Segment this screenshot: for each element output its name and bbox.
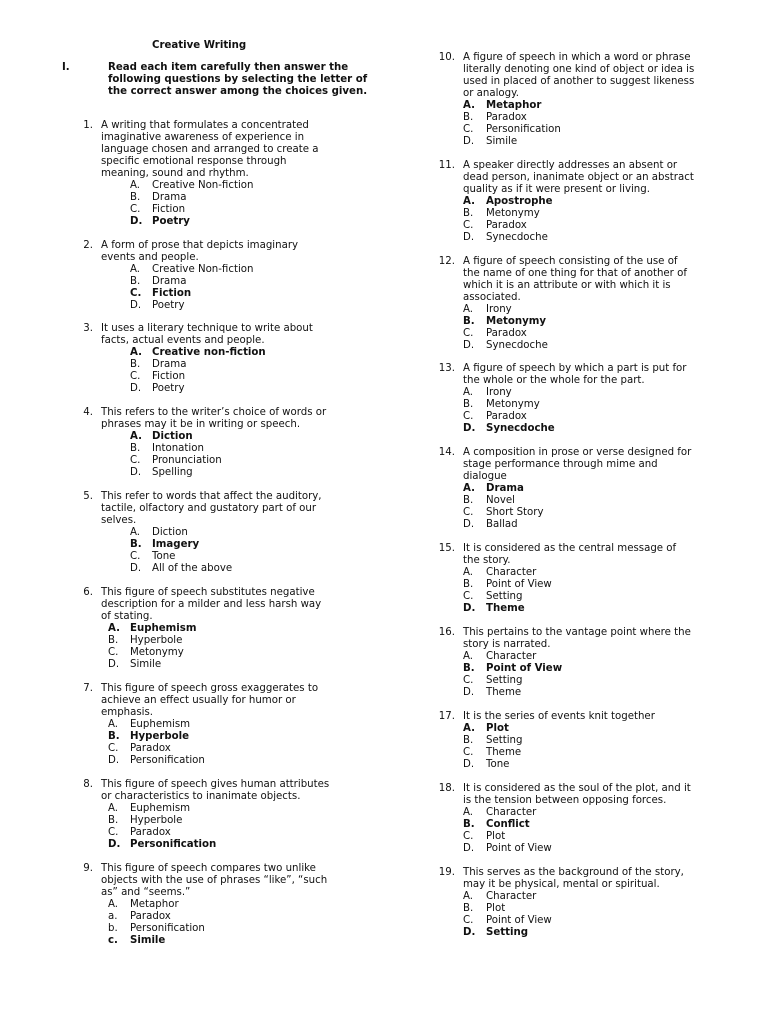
question-stem-line: the name of one thing for that of another of — [463, 268, 687, 279]
section-instructions: Read each item carefully then answer the following questions by selecting the letter of the correct answer among the choices given. — [108, 62, 368, 97]
choice-letter: B. — [130, 359, 141, 370]
choice-letter: C. — [130, 371, 141, 382]
question-number: 11. — [438, 160, 455, 171]
question-stem-line: This pertains to the vantage point where the — [463, 627, 691, 638]
choice-option — [0, 843, 768, 855]
choice-text: Creative Non-fiction — [152, 180, 254, 191]
choice-option — [0, 411, 768, 423]
choice-letter: B. — [463, 399, 474, 410]
question-stem-line: dialogue — [463, 471, 507, 482]
question-number: 10. — [438, 52, 455, 63]
question-stem-line: the story. — [463, 555, 511, 566]
choice-letter: A. — [463, 196, 475, 207]
choice-text: Apostrophe — [486, 196, 553, 207]
question-stem — [463, 867, 725, 891]
question-stem-line: It is the series of events knit together — [463, 711, 655, 722]
choice-letter: C. — [130, 204, 141, 215]
question-stem-line: phrases may it be in writing or speech. — [101, 419, 301, 430]
choice-text: Ballad — [486, 519, 518, 530]
choice-text: Point of View — [486, 579, 552, 590]
choice-letter: D. — [130, 467, 142, 478]
choice-option — [0, 112, 768, 124]
question-number: 1. — [83, 120, 93, 131]
choice-text: Theme — [486, 687, 522, 698]
question-stem-line: This refer to words that affect the auditory, — [101, 491, 322, 502]
choice-text: Tone — [152, 551, 176, 562]
question-stem-line: or characteristics to inanimate objects. — [101, 791, 301, 802]
choice-letter: B. — [463, 579, 474, 590]
question-stem-line: the whole or the whole for the part. — [463, 375, 645, 386]
choice-list — [0, 483, 768, 531]
question-stem-line: objects with the use of phrases “like”, “such — [101, 875, 328, 886]
choice-letter: A. — [463, 100, 475, 111]
choice-text: Character — [486, 651, 537, 662]
choice-letter: D. — [130, 216, 143, 227]
choice-list — [0, 196, 768, 244]
question-stem — [463, 256, 725, 304]
choice-option-correct — [0, 663, 768, 675]
choice-text: Poetry — [152, 300, 185, 311]
choice-text: Synecdoche — [486, 423, 555, 434]
question-item — [0, 160, 768, 244]
choice-list — [0, 100, 768, 148]
choice-text: Plot — [486, 831, 506, 842]
choice-letter: C. — [463, 591, 474, 602]
choice-list — [0, 723, 768, 771]
document-title: Creative Writing — [152, 40, 247, 51]
choice-letter: D. — [463, 519, 475, 530]
choice-letter: A. — [463, 567, 474, 578]
choice-letter: B. — [130, 443, 141, 454]
question-stem — [463, 447, 725, 483]
choice-text: Hyperbole — [130, 635, 183, 646]
question-stem-line: A speaker directly addresses an absent or — [463, 160, 678, 171]
question-stem-line: language chosen and arranged to create a — [101, 144, 319, 155]
choice-text: Character — [486, 891, 537, 902]
choice-letter: C. — [108, 647, 119, 658]
choice-text: Irony — [486, 387, 512, 398]
choice-letter: C. — [130, 455, 141, 466]
choice-text: Paradox — [486, 328, 527, 339]
question-stem-line: stage performance through mime and — [463, 459, 658, 470]
choice-letter: B. — [108, 731, 120, 742]
choice-text: Intonation — [152, 443, 204, 454]
choice-text: Irony — [486, 304, 512, 315]
question-stem — [463, 363, 725, 387]
question-item — [0, 363, 768, 435]
choice-text: Character — [486, 807, 537, 818]
choice-text: Theme — [486, 747, 522, 758]
question-stem-line: selves. — [101, 515, 137, 526]
choice-text: Spelling — [152, 467, 193, 478]
choice-letter: A. — [130, 180, 141, 191]
choice-option — [0, 567, 768, 579]
choice-option — [0, 399, 768, 411]
question-stem-line: A figure of speech by which a part is put for — [463, 363, 687, 374]
choice-option — [0, 759, 768, 771]
choice-text: Drama — [152, 359, 187, 370]
choice-option — [0, 136, 768, 148]
choice-text: Euphemism — [130, 803, 191, 814]
question-number: 13. — [438, 363, 455, 374]
choice-letter: D. — [108, 755, 120, 766]
question-number: 7. — [83, 683, 93, 694]
choice-text: Short Story — [486, 507, 544, 518]
choice-text: Personification — [130, 923, 205, 934]
choice-option — [0, 891, 768, 903]
choice-letter: B. — [130, 192, 141, 203]
choice-letter: A. — [130, 527, 141, 538]
choice-option — [0, 651, 768, 663]
choice-text: Hyperbole — [130, 815, 183, 826]
question-stem-line: A form of prose that depicts imaginary — [101, 240, 299, 251]
question-stem-line: This figure of speech compares two unlike — [101, 863, 316, 874]
choice-text: Metaphor — [130, 899, 179, 910]
choice-letter: B. — [463, 316, 475, 327]
choice-text: Point of View — [486, 843, 552, 854]
choice-option-correct — [0, 723, 768, 735]
choice-letter: B. — [463, 112, 474, 123]
choice-text: Paradox — [130, 743, 171, 754]
question-stem-line: achieve an effect usually for humor or — [101, 695, 296, 706]
question-number: 3. — [83, 323, 93, 334]
question-number: 12. — [438, 256, 455, 267]
choice-option — [0, 687, 768, 699]
question-stem-line: emphasis. — [101, 707, 154, 718]
choice-text: Synecdoche — [486, 232, 548, 243]
choice-option — [0, 807, 768, 819]
choice-option — [0, 675, 768, 687]
question-stem — [463, 783, 725, 807]
choice-text: Drama — [152, 276, 187, 287]
choice-text: Pronunciation — [152, 455, 222, 466]
question-item — [0, 627, 768, 699]
question-stem — [463, 52, 725, 100]
question-stem-line: description for a milder and less harsh way — [101, 599, 322, 610]
section-number: I. — [62, 62, 70, 73]
choice-letter: D. — [463, 340, 475, 351]
question-item — [0, 52, 768, 148]
choice-letter: A. — [130, 347, 142, 358]
choice-option — [0, 124, 768, 136]
choice-option — [0, 507, 768, 519]
question-stem-line: It is considered as the soul of the plot, and it — [463, 783, 691, 794]
choice-letter: b. — [108, 923, 118, 934]
choice-option-correct — [0, 927, 768, 939]
choice-option — [0, 591, 768, 603]
choice-letter: A. — [108, 719, 119, 730]
question-stem-line: associated. — [463, 292, 521, 303]
choice-letter: A. — [130, 264, 141, 275]
choice-letter: D. — [130, 383, 142, 394]
question-stem — [463, 543, 725, 567]
choice-letter: B. — [463, 903, 474, 914]
choice-letter: C. — [463, 915, 474, 926]
choice-letter: B. — [108, 815, 119, 826]
question-stem-line: A figure of speech consisting of the use of — [463, 256, 678, 267]
choice-text: Paradox — [130, 911, 171, 922]
choice-text: Theme — [486, 603, 525, 614]
choice-option — [0, 735, 768, 747]
question-stem-line: meaning, sound and rhythm. — [101, 168, 249, 179]
choice-list — [0, 807, 768, 855]
question-stem-line: of stating. — [101, 611, 153, 622]
question-stem-line: dead person, inanimate object or an abstract — [463, 172, 694, 183]
choice-text: Setting — [486, 927, 529, 938]
choice-letter: D. — [130, 563, 142, 574]
question-stem-line: specific emotional response through — [101, 156, 287, 167]
question-stem-line: literally denoting one kind of object or idea is — [463, 64, 695, 75]
question-item — [0, 783, 768, 855]
choice-letter: D. — [108, 659, 120, 670]
question-number: 17. — [438, 711, 455, 722]
question-stem-line: facts, actual events and people. — [101, 335, 265, 346]
question-stem-line: which it is an attribute or with which it is — [463, 280, 671, 291]
choice-option — [0, 220, 768, 232]
choice-letter: B. — [130, 276, 141, 287]
question-item — [0, 543, 768, 615]
choice-text: Personification — [486, 124, 561, 135]
choice-list — [0, 651, 768, 699]
choice-letter: C. — [463, 411, 474, 422]
question-stem-line: tactile, olfactory and gustatory part of our — [101, 503, 317, 514]
question-stem-line: It is considered as the central message of — [463, 543, 677, 554]
choice-text: Plot — [486, 903, 506, 914]
choice-letter: B. — [463, 819, 475, 830]
choice-option-correct — [0, 819, 768, 831]
choice-option — [0, 304, 768, 316]
question-stem-line: quality as if it were present or living. — [463, 184, 650, 195]
choice-option — [0, 915, 768, 927]
choice-letter: B. — [108, 635, 119, 646]
choice-text: Paradox — [486, 411, 527, 422]
choice-text: Plot — [486, 723, 509, 734]
choice-list — [0, 891, 768, 939]
choice-option — [0, 747, 768, 759]
choice-text: Simile — [130, 659, 162, 670]
question-stem-line: A writing that formulates a concentrated — [101, 120, 309, 131]
choice-letter: D. — [463, 927, 476, 938]
choice-text: Setting — [486, 675, 523, 686]
choice-text: Metonymy — [486, 208, 540, 219]
question-stem-line: may it be physical, mental or spiritual. — [463, 879, 660, 890]
choice-letter: C. — [463, 831, 474, 842]
choice-text: Metonymy — [486, 399, 540, 410]
choice-letter: C. — [463, 328, 474, 339]
choice-option — [0, 579, 768, 591]
question-number: 5. — [83, 491, 93, 502]
choice-letter: C. — [463, 675, 474, 686]
choice-text: Conflict — [486, 819, 530, 830]
choice-letter: A. — [463, 651, 474, 662]
question-stem-line: It uses a literary technique to write about — [101, 323, 313, 334]
choice-option — [0, 519, 768, 531]
choice-letter: C. — [463, 220, 474, 231]
choice-letter: B. — [463, 495, 474, 506]
choice-option — [0, 232, 768, 244]
question-number: 14. — [438, 447, 455, 458]
question-stem-line: imaginative awareness of experience in — [101, 132, 305, 143]
choice-letter: D. — [463, 843, 475, 854]
question-stem-line: events and people. — [101, 252, 199, 263]
choice-text: Character — [486, 567, 537, 578]
question-stem-line: This figure of speech gives human attributes — [101, 779, 330, 790]
choice-letter: D. — [463, 423, 476, 434]
choice-letter: B. — [130, 539, 142, 550]
question-stem-line: A figure of speech in which a word or phrase — [463, 52, 691, 63]
choice-letter: D. — [108, 839, 121, 850]
choice-text: Poetry — [152, 383, 185, 394]
choice-letter: C. — [108, 827, 119, 838]
choice-letter: c. — [108, 935, 118, 946]
choice-text: Point of View — [486, 663, 563, 674]
question-item — [0, 256, 768, 352]
choice-letter: A. — [108, 899, 119, 910]
choice-text: Synecdoche — [486, 340, 548, 351]
choice-option-correct — [0, 423, 768, 435]
choice-letter: A. — [130, 431, 142, 442]
choice-text: Euphemism — [130, 719, 191, 730]
choice-letter: A. — [463, 891, 474, 902]
choice-text: Metonymy — [486, 316, 547, 327]
choice-letter: C. — [463, 507, 474, 518]
choice-letter: B. — [463, 663, 475, 674]
question-stem-line: or analogy. — [463, 88, 519, 99]
choice-option — [0, 328, 768, 340]
choice-letter: D. — [463, 687, 475, 698]
choice-text: Tone — [486, 759, 510, 770]
choice-text: Paradox — [130, 827, 171, 838]
question-item — [0, 447, 768, 531]
question-item — [0, 867, 768, 939]
choice-text: Euphemism — [130, 623, 197, 634]
choice-option — [0, 208, 768, 220]
question-stem-line: as” and “seems.” — [101, 887, 191, 898]
choice-text: Imagery — [152, 539, 200, 550]
question-number: 16. — [438, 627, 455, 638]
question-item — [0, 711, 768, 771]
choice-letter: D. — [463, 759, 475, 770]
choice-text: Fiction — [152, 371, 186, 382]
question-stem — [463, 160, 725, 196]
choice-letter: D. — [463, 136, 475, 147]
choice-option — [0, 495, 768, 507]
question-number: 18. — [438, 783, 455, 794]
choice-letter: A. — [108, 803, 119, 814]
choice-list — [0, 387, 768, 435]
choice-option-correct — [0, 196, 768, 208]
question-stem — [463, 711, 725, 723]
choice-text: Setting — [486, 735, 523, 746]
choice-letter: B. — [463, 735, 474, 746]
choice-text: Hyperbole — [130, 731, 190, 742]
choice-text: Metonymy — [130, 647, 184, 658]
choice-text: Creative Non-fiction — [152, 264, 254, 275]
choice-letter: A. — [463, 483, 475, 494]
choice-text: Diction — [152, 431, 193, 442]
choice-text: Metaphor — [486, 100, 542, 111]
choice-text: Personification — [130, 839, 217, 850]
question-number: 6. — [83, 587, 93, 598]
question-stem-line: This refers to the writer’s choice of words or — [101, 407, 327, 418]
question-number: 15. — [438, 543, 455, 554]
choice-letter: A. — [463, 723, 475, 734]
question-number: 9. — [83, 863, 93, 874]
question-stem — [463, 627, 725, 651]
choice-option-correct — [0, 483, 768, 495]
question-number: 8. — [83, 779, 93, 790]
choice-letter: B. — [463, 208, 474, 219]
choice-text: Novel — [486, 495, 515, 506]
choice-letter: D. — [130, 300, 142, 311]
choice-letter: C. — [130, 288, 142, 299]
choice-letter: A. — [463, 807, 474, 818]
choice-letter: C. — [108, 743, 119, 754]
choice-letter: A. — [108, 623, 120, 634]
choice-letter: C. — [130, 551, 141, 562]
question-stem-line: This figure of speech substitutes negative — [101, 587, 315, 598]
choice-option — [0, 340, 768, 352]
question-number: 19. — [438, 867, 455, 878]
choice-letter: C. — [463, 124, 474, 135]
choice-text: Fiction — [152, 288, 192, 299]
choice-option-correct — [0, 100, 768, 112]
choice-text: Diction — [152, 527, 188, 538]
choice-text: Fiction — [152, 204, 186, 215]
choice-text: Poetry — [152, 216, 190, 227]
choice-letter: C. — [463, 747, 474, 758]
question-stem-line: used in placed of another to suggest likeness — [463, 76, 695, 87]
choice-letter: D. — [463, 232, 475, 243]
choice-text: Drama — [152, 192, 187, 203]
choice-text: Paradox — [486, 220, 527, 231]
choice-text: Setting — [486, 591, 523, 602]
choice-text: All of the above — [152, 563, 233, 574]
choice-text: Creative non-fiction — [152, 347, 266, 358]
choice-text: Simile — [486, 136, 518, 147]
choice-text: Simile — [130, 935, 166, 946]
question-stem-line: is the tension between opposing forces. — [463, 795, 667, 806]
question-number: 2. — [83, 240, 93, 251]
question-stem-line: This figure of speech gross exaggerates to — [101, 683, 319, 694]
choice-text: Paradox — [486, 112, 527, 123]
choice-option-correct — [0, 603, 768, 615]
question-number: 4. — [83, 407, 93, 418]
choice-letter: a. — [108, 911, 118, 922]
question-stem-line: This serves as the background of the story, — [463, 867, 684, 878]
choice-list — [0, 567, 768, 615]
choice-option — [0, 903, 768, 915]
choice-letter: A. — [463, 387, 474, 398]
question-stem-line: story is narrated. — [463, 639, 551, 650]
choice-option — [0, 831, 768, 843]
question-stem-line: A composition in prose or verse designed for — [463, 447, 692, 458]
choice-text: Personification — [130, 755, 205, 766]
choice-letter: D. — [463, 603, 476, 614]
choice-option — [0, 387, 768, 399]
choice-list — [0, 304, 768, 352]
choice-text: Point of View — [486, 915, 552, 926]
choice-option-correct — [0, 316, 768, 328]
choice-letter: A. — [463, 304, 474, 315]
choice-text: Drama — [486, 483, 524, 494]
